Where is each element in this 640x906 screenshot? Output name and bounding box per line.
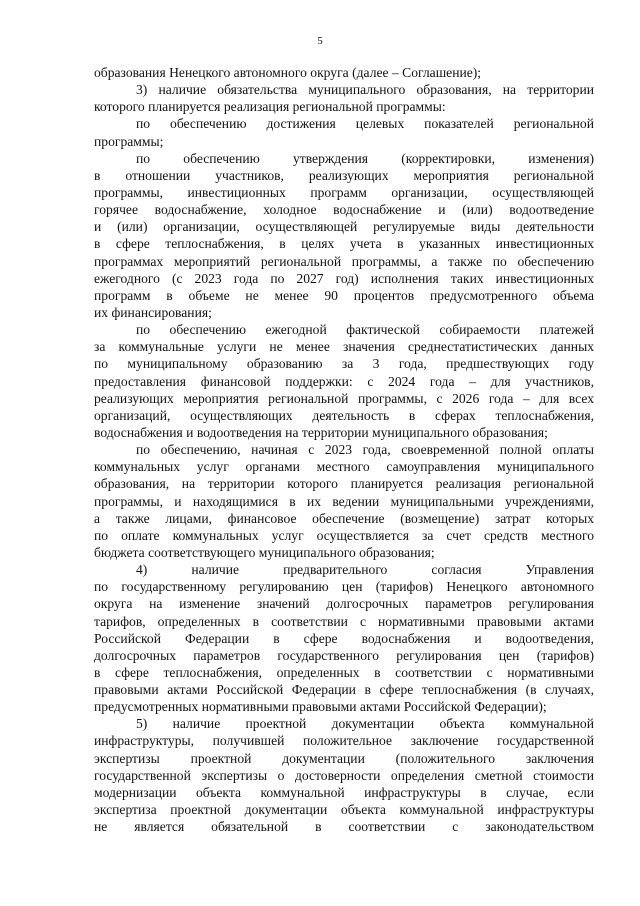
text-line: в сфере теплоснабжения, определенных в соответствии с нормативными <box>94 664 594 680</box>
text-line: экспертизы проектной документации (положительного заключения <box>94 750 594 766</box>
text-line: правовыми актами Российской Федерации в сфере теплоснабжения (в случаях, <box>94 682 594 698</box>
text-line: горячее водоснабжение, холодное водоснабжение и (или) водоотведение <box>94 202 594 218</box>
text-line: предоставления финансовой поддержки: с 2024 года – для участников, <box>94 373 594 389</box>
text-line: 3) наличие обязательства муниципального образования, на территории <box>136 82 594 98</box>
text-line: по обеспечению ежегодной фактической собираемости платежей <box>136 322 594 338</box>
text-line: государственной экспертизы о достоверности определения сметной стоимости <box>94 767 594 783</box>
text-line: долгосрочных параметров государственного регулирования цен (тарифов) <box>94 647 594 663</box>
text-line: а также лицами, финансовое обеспечение (возмещение) затрат которых <box>94 510 594 526</box>
text-line: образования, на территории которого планируется реализация региональной <box>94 476 594 492</box>
text-line: в отношении участников, реализующих мероприятия региональной <box>94 167 594 183</box>
page-number: 5 <box>317 35 323 47</box>
text-line: программ в объеме не менее 90 процентов предусмотренного объема <box>94 287 594 303</box>
text-line: экспертиза проектной документации объекта коммунальной инфраструктуры <box>94 802 594 818</box>
text-line: программах мероприятий региональной программы, а также по обеспечению <box>94 253 594 269</box>
text-line: в сфере теплоснабжения, в целях учета в указанных инвестиционных <box>94 236 594 252</box>
text-line: программы, инвестиционных программ организации, осуществляющей <box>94 184 594 200</box>
text-line: коммунальных услуг органами местного самоуправления муниципального <box>94 459 594 475</box>
text-line: по обеспечению, начиная с 2023 года, своевременной полной оплаты <box>136 442 594 458</box>
text-line: которого планируется реализация региональной программы: <box>94 99 446 115</box>
text-line: по государственному регулированию цен (тарифов) Ненецкого автономного <box>94 579 594 595</box>
text-line: по обеспечению достижения целевых показателей региональной <box>136 116 594 132</box>
text-line: образования Ненецкого автономного округа (далее – Соглашение); <box>94 65 482 80</box>
text-line: программы; <box>94 133 164 149</box>
text-line: 5) наличие проектной документации объекта коммунальной <box>136 716 594 732</box>
text-line: Российской Федерации в сфере водоснабжения и водоотведения, <box>94 630 594 646</box>
text-line: ежегодного (с 2023 года по 2027 год) исполнения таких инвестиционных <box>94 270 594 286</box>
text-line: их финансирования; <box>94 304 212 320</box>
text-line: и (или) организации, осуществляющей регулируемые виды деятельности <box>94 219 594 235</box>
text-line: за коммунальные услуги не менее значения среднестатистических данных <box>94 339 594 355</box>
text-line: не является обязательной в соответствии с законодательством <box>94 819 594 835</box>
text-line: модернизации объекта коммунальной инфраструктуры в случае, если <box>94 784 594 800</box>
text-line: 4) наличие предварительного согласия Управления <box>136 562 594 578</box>
text-line: организаций, осуществляющих деятельность в сферах теплоснабжения, <box>94 407 594 423</box>
document-body <box>94 64 594 835</box>
text-line: реализующих мероприятия региональной программы, с 2026 года – для всех <box>94 390 594 406</box>
text-line: инфраструктуры, получившей положительное заключение государственной <box>94 733 594 749</box>
text-line: бюджета соответствующего муниципального образования; <box>94 544 435 560</box>
text-line: округа на изменение значений долгосрочных параметров регулирования <box>94 596 594 612</box>
text-line: по муниципальному образованию за 3 года, предшествующих году <box>94 356 594 372</box>
text-line: предусмотренных нормативными правовыми актами Российской Федерации); <box>94 699 547 715</box>
text-line: программы, и находящимися в их ведении муниципальными учреждениями, <box>94 493 594 509</box>
text-line: по обеспечению утверждения (корректировки, изменения) <box>136 150 594 166</box>
text-line: по оплате коммунальных услуг осуществляется за счет средств местного <box>94 527 594 543</box>
text-line: тарифов, определенных в соответствии с нормативными правовыми актами <box>94 613 594 629</box>
text-line: водоснабжения и водоотведения на территории муниципального образования; <box>94 424 548 440</box>
